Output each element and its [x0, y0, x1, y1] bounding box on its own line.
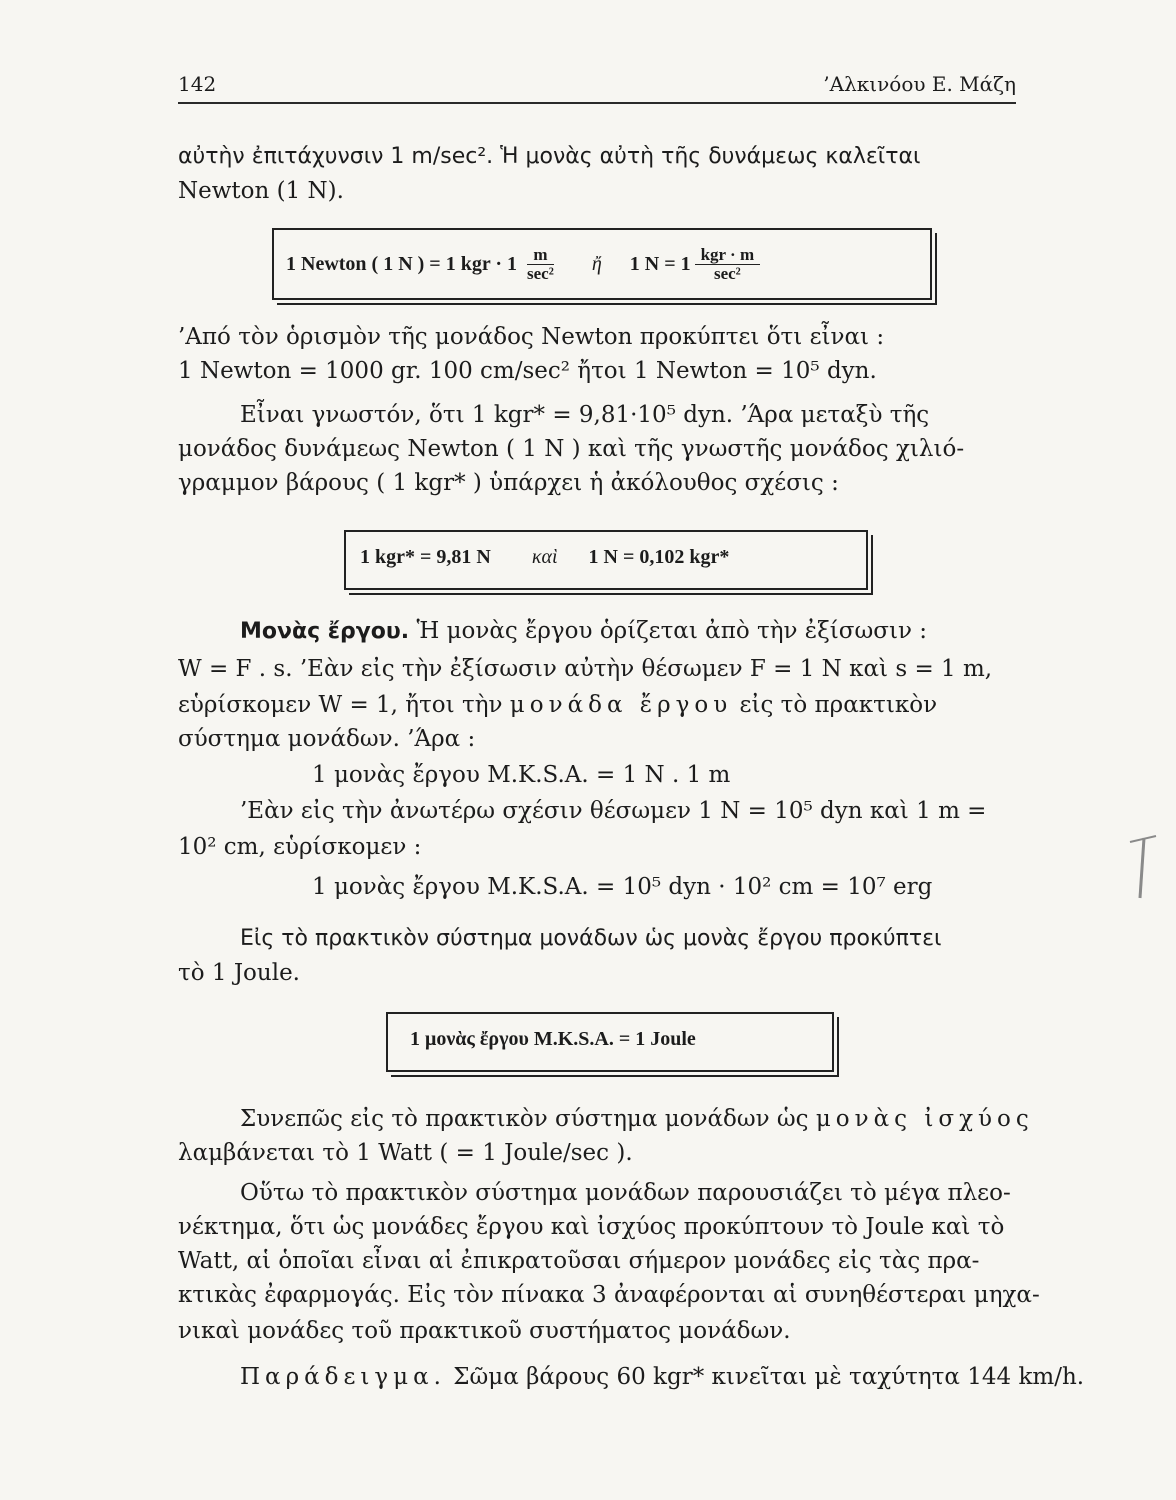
text-span: Συνεπῶς εἰς τὸ πρακτικὸν σύστημα μονάδων ὡς	[240, 1106, 809, 1132]
text-line: 1 Newton = 1000 gr. 100 cm/sec² ἤτοι 1 Newton = 10⁵ dyn.	[178, 358, 877, 384]
text-line: νικαὶ μονάδες τοῦ πρακτικοῦ συστήματος μονάδων.	[178, 1318, 791, 1344]
example-label: Παράδειγμα.	[240, 1364, 446, 1390]
emphasized-text: μονάδα ἔργου	[509, 692, 733, 718]
margin-pencil-mark	[1128, 820, 1158, 900]
box3-text: 1 μονὰς ἔργου M.K.S.A. = 1 Joule	[410, 1028, 696, 1050]
text-line: ’Από τὸν ὁρισμὸν τῆς μονάδος Newton προκύπτει ὅτι εἶναι :	[178, 324, 885, 350]
text-line: σύστημα μονάδων. ’Άρα :	[178, 726, 476, 752]
box1-conjunction: ἤ	[591, 252, 602, 275]
text-line	[240, 1104, 1096, 1134]
text-span: εὑρίσκομεν W = 1, ἤτοι τὴν	[178, 692, 503, 718]
page-header	[178, 68, 1016, 104]
text-line: κτικὰς ἐφαρμογάς. Εἰς τὸν πίνακα 3 ἀναφέρονται αἱ συνηθέστεραι μηχα-	[178, 1282, 1040, 1308]
text-line: νέκτημα, ὅτι ὡς μονάδες ἔργου καὶ ἰσχύος προκύπτουν τὸ Joule καὶ τὸ	[178, 1214, 1005, 1240]
fraction-numerator: kgr · m	[695, 246, 761, 265]
section-heading-work-unit: Μονὰς ἔργου.	[240, 619, 410, 644]
fraction-numerator: m	[527, 246, 553, 265]
fraction-m-per-sec2	[521, 246, 560, 283]
fraction-kgr-m-per-sec2	[695, 246, 761, 283]
example-line	[240, 1362, 1096, 1392]
fraction-denominator: sec²	[713, 263, 741, 283]
text-line: Οὕτω τὸ πρακτικὸν σύστημα μονάδων παρουσιάζει τὸ μέγα πλεο-	[240, 1180, 1011, 1206]
text-line: Εἰς τὸ πρακτικὸν σύστημα μονάδων ὡς μονὰς ἔργου προκύπτει	[240, 926, 942, 951]
emphasized-text: μονὰς ἰσχύος	[815, 1106, 1034, 1132]
text-line: 10² cm, εὑρίσκομεν :	[178, 834, 422, 860]
equation: 1 μονὰς ἔργου M.K.S.A. = 1 N . 1 m	[312, 762, 731, 788]
text-line	[240, 616, 1096, 647]
text-span: Ἡ μονὰς ἔργου ὁρίζεται ἀπὸ τὴν ἐξίσωσιν :	[416, 618, 928, 644]
text-line: λαμβάνεται τὸ 1 Watt ( = 1 Joule/sec ).	[178, 1140, 633, 1166]
text-line	[178, 690, 1034, 720]
box2-left: 1 kgr* = 9,81 N	[360, 546, 491, 568]
box2-right: 1 N = 0,102 kgr*	[588, 546, 730, 568]
text-line: τὸ 1 Joule.	[178, 960, 300, 986]
box1-right: 1 N = 1	[629, 252, 691, 275]
kgr-newton-relation-box	[344, 530, 868, 590]
fraction-denominator: sec²	[527, 263, 554, 283]
text-line: ’Εὰν εἰς τὴν ἀνωτέρω σχέσιν θέσωμεν 1 N = 10⁵ dyn καὶ 1 m =	[240, 798, 987, 824]
running-head-author: ’Αλκινόου Ε. Μάζη	[823, 72, 1016, 96]
text-line: W = F . s. ’Εὰν εἰς τὴν ἐξίσωσιν αὐτὴν θέσωμεν F = 1 N καὶ s = 1 m,	[178, 656, 993, 682]
text-line: μονάδος δυνάμεως Newton ( 1 N ) καὶ τῆς γνωστῆς μονάδος χιλιό-	[178, 436, 965, 462]
page-number: 142	[178, 72, 217, 96]
newton-definition-box	[272, 228, 932, 300]
box1-left: 1 Newton ( 1 N ) = 1 kgr · 1	[286, 252, 518, 275]
text-line: Watt, αἱ ὁποῖαι εἶναι αἱ ἐπικρατοῦσαι σήμερον μονάδες εἰς τὰς πρα-	[178, 1248, 980, 1274]
joule-definition-box	[386, 1012, 834, 1072]
text-line: γραμμον βάρους ( 1 kgr* ) ὑπάρχει ἡ ἀκόλουθος σχέσις :	[178, 470, 839, 496]
text-line: αὐτὴν ἐπιτάχυνσιν 1 m/sec². Ἡ μονὰς αὐτὴ τῆς δυνάμεως καλεῖται	[178, 144, 921, 169]
example-text: Σῶμα βάρους 60 kgr* κινεῖται μὲ ταχύτητα 144 km/h.	[453, 1364, 1085, 1390]
equation: 1 μονὰς ἔργου M.K.S.A. = 10⁵ dyn · 10² cm = 10⁷ erg	[312, 874, 933, 900]
text-line: Newton (1 N).	[178, 178, 344, 204]
text-span: εἰς τὸ πρακτικὸν	[739, 692, 938, 718]
text-line: Εἶναι γνωστόν, ὅτι 1 kgr* = 9,81·10⁵ dyn. ’Άρα μεταξὺ τῆς	[240, 402, 930, 428]
box2-conjunction: καὶ	[531, 546, 558, 568]
